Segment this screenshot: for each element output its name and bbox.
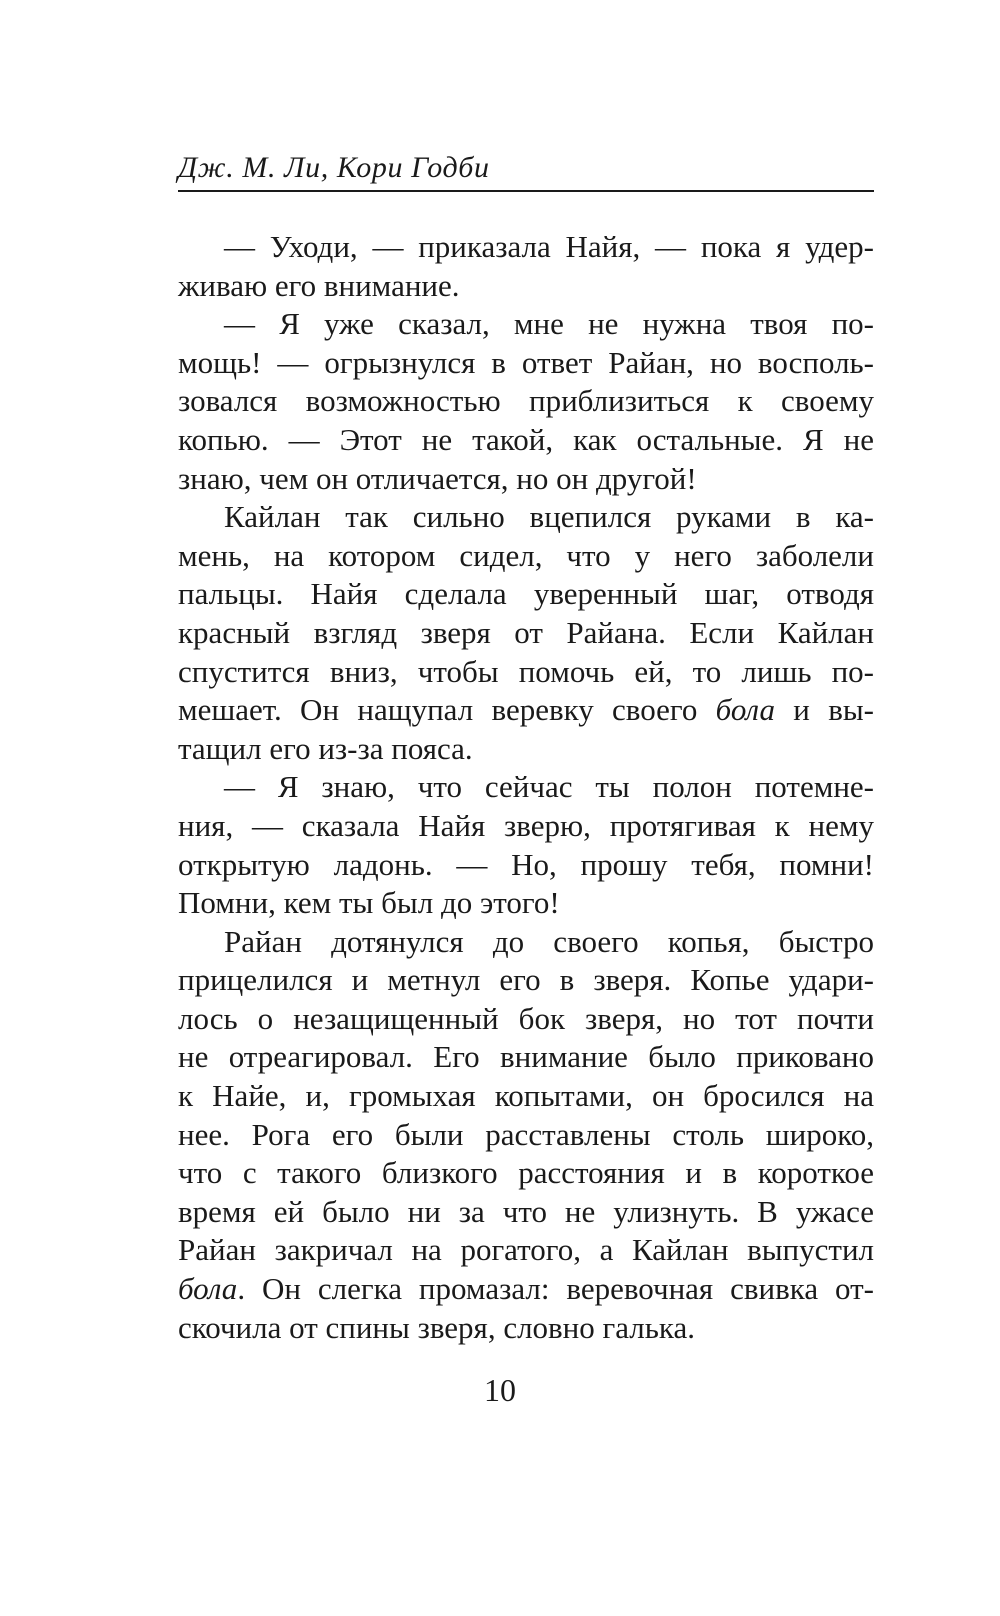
text-line: копью. — Этот не такой, как остальные. Я не (178, 421, 874, 457)
running-head: Дж. М. Ли, Кори Годби (178, 151, 490, 184)
text-line: знаю, чем он отличается, но он другой! (178, 460, 697, 496)
text-line: к Найе, и, громыхая копытами, он бросился на (178, 1078, 874, 1114)
text-line: зовался возможностью приблизиться к своему (178, 383, 874, 419)
text-line: Райан закричал на рогатого, а Кайлан выпустил (178, 1232, 874, 1268)
text-line: время ей было ни за что не улизнуть. В ужасе (178, 1193, 874, 1229)
italic-term: бола (715, 692, 775, 728)
text-line: ния, — сказала Найя зверю, протягивая к нему (178, 807, 874, 843)
text-line: что с такого близкого расстояния и в короткое (178, 1155, 874, 1191)
text-line: Помни, кем ты был до этого! (178, 885, 560, 921)
text-line: открытую ладонь. — Но, прошу тебя, помни! (178, 846, 874, 882)
text-line (178, 1270, 874, 1309)
text-run: и вы- (774, 692, 874, 728)
text-line: красный взгляд зверя от Райана. Если Кайлан (178, 614, 874, 650)
text-line: — Я знаю, что сейчас ты полон потемне- (224, 769, 874, 805)
text-line: — Уходи, — приказала Найя, — пока я удер- (224, 229, 874, 264)
text-line: пальцы. Найя сделала уверенный шаг, отводя (178, 576, 874, 612)
body-text (178, 228, 874, 1347)
text-line: не отреагировал. Его внимание было приковано (178, 1039, 874, 1075)
page-number: 10 (484, 1372, 516, 1408)
text-line: Кайлан так сильно вцепился руками в ка- (224, 499, 874, 535)
text-line: скочила от спины зверя, словно галька. (178, 1309, 695, 1345)
text-run: мешает. Он нащупал веревку своего (178, 692, 716, 728)
text-run: . Он слегка промазал: веревочная свивка от- (237, 1271, 874, 1307)
text-line: тащил его из-за пояса. (178, 730, 473, 766)
text-line: нее. Рога его были расставлены столь широко, (178, 1116, 874, 1152)
italic-term: бола (178, 1271, 238, 1307)
text-line: прицелился и метнул его в зверя. Копье удари- (178, 962, 874, 998)
text-line: спустится вниз, чтобы помочь ей, то лишь по- (178, 653, 874, 689)
text-line: мень, на котором сидел, что у него заболели (178, 537, 874, 573)
header-rule (178, 190, 874, 192)
text-line: лось о незащищенный бок зверя, но тот почти (178, 1000, 874, 1036)
text-line: мощь! — огрызнулся в ответ Райан, но восполь- (178, 344, 874, 380)
text-line: Райан дотянулся до своего копья, быстро (224, 923, 874, 959)
text-line: — Я уже сказал, мне не нужна твоя по- (224, 306, 874, 342)
text-line (178, 691, 874, 730)
text-line: живаю его внимание. (178, 267, 460, 303)
